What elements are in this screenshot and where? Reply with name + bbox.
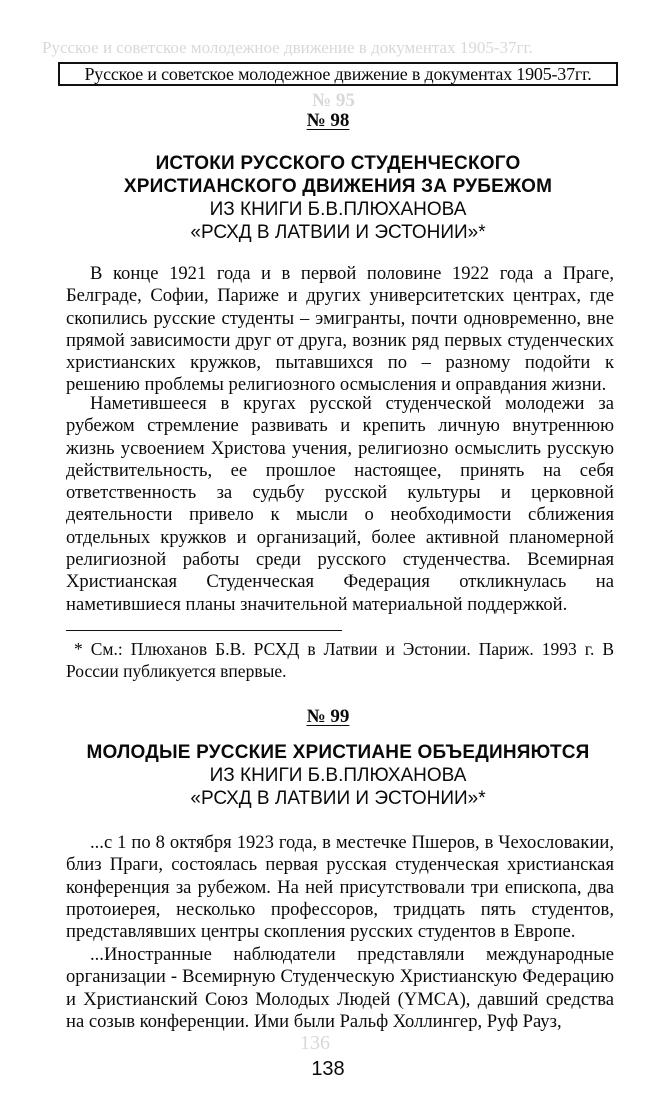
document-99-paragraph-2: ...Иностранные наблюдатели представляли международные организации - Всемирную Студенческую Христианскую Федерацию и Христианский Союз Молодых Людей (YMCA), давший средства на созыв конференции. Ими были Ральф Холлингер, Руф Рауз, <box>66 944 614 1032</box>
document-99-paragraph-1: ...с 1 по 8 октября 1923 года, в местечке Пшеров, в Чехословакии, близ Праги, состоялась первая русская студенческая христианская конференция за рубежом. На ней присутствовали три епископа, два протоиерея, несколько профессоров, тридцать пять студентов, представлявших центры скопления русских студентов в Европе. <box>66 832 614 943</box>
document-99-source-line-1: ИЗ КНИГИ Б.В.ПЛЮХАНОВА <box>209 765 467 786</box>
document-99-title-line-1: МОЛОДЫЕ РУССКИЕ ХРИСТИАНЕ ОБЪЕДИНЯЮТСЯ <box>86 742 590 763</box>
document-99-source-line-2: «РСХД В ЛАТВИИ И ЭСТОНИИ»* <box>190 788 486 809</box>
document-number-99: № 99 <box>306 706 350 727</box>
document-98-source-line-2: «РСХД В ЛАТВИИ И ЭСТОНИИ»* <box>190 222 486 243</box>
show-through-doc-number: № 95 <box>312 90 355 111</box>
document-98-title-line-1: ИСТОКИ РУССКОГО СТУДЕНЧЕСКОГО <box>155 153 521 174</box>
document-98-source-line-1: ИЗ КНИГИ Б.В.ПЛЮХАНОВА <box>209 199 467 220</box>
show-through-page-number: 136 <box>300 1032 330 1054</box>
document-98-paragraph-1: В конце 1921 года и в первой половине 1922 года а Праге, Белграде, Софии, Париже и других университетских центрах, где скопились русские студенты – эмигранты, почти одновременно, вне прямой зависимости друг от друга, возник ряд первых студенческих христианских кружков, пытавшихся по – разному подойти к решению проблемы религиозного осмысления и оправдания жизни. <box>66 263 614 396</box>
footnote-divider <box>66 630 342 631</box>
page-number: 138 <box>311 1058 345 1080</box>
document-number-98: № 98 <box>306 110 350 131</box>
running-header: Русское и советское молодежное движение в документах 1905-37гг. <box>58 62 618 86</box>
document-98-title-line-2: ХРИСТИАНСКОГО ДВИЖЕНИЯ ЗА РУБЕЖОМ <box>123 176 553 197</box>
show-through-header: Русское и советское молодежное движение в документах 1905-37гг. <box>42 38 533 57</box>
document-98-footnote: * См.: Плюханов Б.В. РСХД в Латвии и Эстонии. Париж. 1993 г. В России публикуется впервые. <box>66 639 614 681</box>
document-98-paragraph-2: Наметившееся в кругах русской студенческой молодежи за рубежом стремление развивать и крепить личную внутреннюю жизнь усвоением Христова учения, религиозно осмыслить русскую действительность, ее прошлое настоящее, принять на себя ответственность за судьбу русской культуры и церковной деятельности привело к мысли о необходимости сближения отдельных кружков и организаций, более активной планомерной религиозной работы среди русского студенчества. Всемирная Христианская Студенческая Федерация откликнулась на наметившиеся планы значительной материальной поддержкой. <box>66 393 614 615</box>
